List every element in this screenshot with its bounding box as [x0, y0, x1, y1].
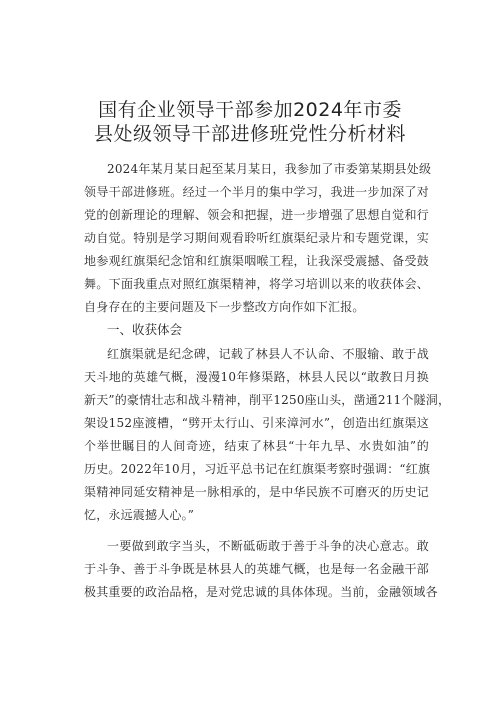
para3-line-1: 一要做到敢字当头，不断砥砺敢于善于斗争的决心意志。敢	[107, 539, 429, 553]
intro-line-2: 领导干部进修班。经过一个半月的集中学习，我进一步加深了对	[84, 185, 429, 199]
para3-line-2: 于斗争、善于斗争既是林县人的英雄气概，也是每一名金融干部	[84, 562, 429, 576]
para2-line-8: 忆，永远震撼人心。”	[84, 508, 195, 522]
para3-line-3: 极其重要的政治品格，是对党忠诚的具体体现。当前，金融领域各	[84, 585, 438, 599]
intro-line-4: 动自觉。特别是学习期间观看聆听红旗渠纪录片和专题党课，实	[84, 231, 429, 245]
intro-line-7: 自身存在的主要问题及下一步整改方向作如下汇报。	[84, 300, 365, 314]
para2-line-7: 渠精神同延安精神是一脉相承的，是中华民族不可磨灭的历史记	[84, 485, 429, 499]
intro-line-6: 舞。下面我重点对照红旗渠精神，将学习培训以来的收获体会、	[84, 277, 429, 291]
intro-line-1: 2024年某月某日起至某月某日，我参加了市委第某期县处级	[107, 162, 432, 176]
section-heading-harvest: 一、收获体会	[107, 322, 183, 337]
para2-line-1: 红旗渠就是纪念碑，记载了林县人不认命、不服输、敢于战	[107, 347, 429, 361]
para2-line-6: 历史。2022年10月，习近平总书记在红旗渠考察时强调：“红旗	[84, 462, 431, 476]
para2-line-5: 个举世瞩目的人间奇迹，结束了林县“十年九旱、水贵如油”的	[84, 439, 429, 453]
document-title-line-2: 县处级领导干部进修班党性分析材料	[93, 123, 406, 145]
intro-line-5: 地参观红旗渠纪念馆和红旗渠咽喉工程，让我深受震撼、备受鼓	[84, 254, 429, 268]
para2-line-3: 新天”的豪情壮志和战斗精神，削平1250座山头，凿通211个隧洞，	[84, 393, 451, 407]
para2-line-2: 天斗地的英雄气概，漫漫10年修渠路，林县人民以“敢教日月换	[84, 370, 429, 384]
document-title-line-1: 国有企业领导干部参加2024年市委	[98, 99, 402, 121]
intro-line-3: 党的创新理论的理解、领会和把握，进一步增强了思想自觉和行	[84, 208, 429, 222]
para2-line-4: 架设152座渡槽，“劈开太行山、引来漳河水”，创造出红旗渠这	[84, 416, 429, 430]
